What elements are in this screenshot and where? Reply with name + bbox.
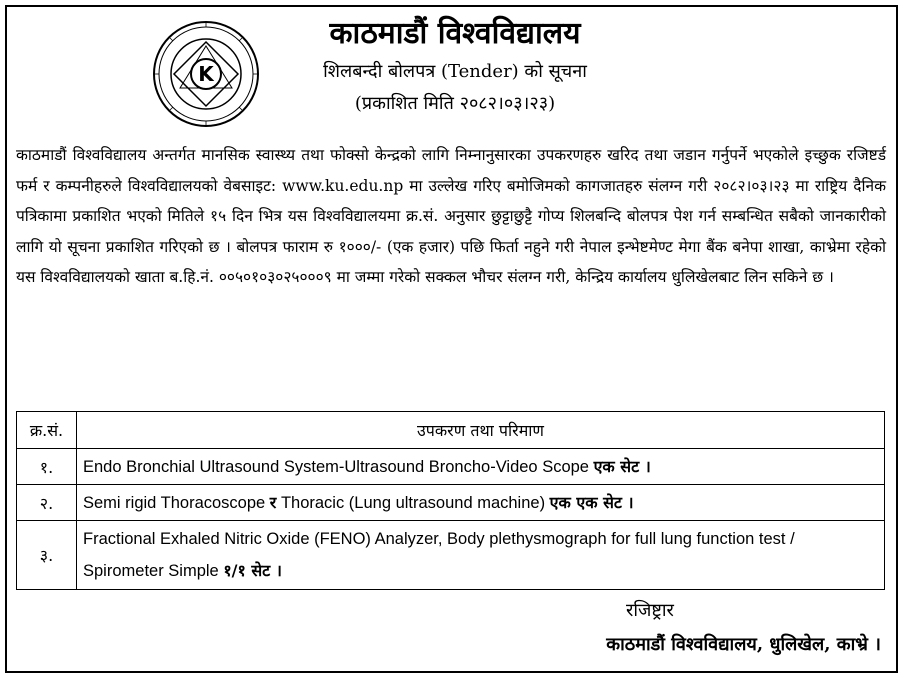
row-item [77,521,885,590]
row-item [77,485,885,521]
item-name: Fractional Exhaled Nitric Oxide (FENO) Analyzer, Body plethysmograph for full lung function test / Spirometer Simple [83,529,795,580]
row-sn: ३. [17,521,77,590]
table-header-row [17,412,885,449]
notice-body: काठमाडौं विश्वविद्यालय अन्तर्गत मानसिक स्वास्थ्य तथा फोक्सो केन्द्रको लागि निम्नानुसारका उपकरणहरु खरिद तथा जडान गर्नुपर्ने भएकोले इच्छुक रजिष्टर्ड फर्म र कम्पनीहरुले विश्वविद्यालयको वेबसाइट: www.ku.edu.np मा उल्लेख गरिए बमोजिमको कागजातहरु संलग्न गरी २०८२।०३।२३ मा राष्ट्रिय दैनिक पत्रिकामा प्रकाशित भएको मितिले १५ दिन भित्र यस विश्वविद्यालयमा क्र.सं. अनुसार छुट्टाछुट्टै गोप्य शिलबन्दि बोलपत्र पेश गर्न सम्बन्धित सबैको जानकारीको लागि यो सूचना प्रकाशित गरिएको छ । बोलपत्र फाराम रु १०००/- (एक हजार) पछि फिर्ता नहुने गरी नेपाल इन्भेष्टमेण्ट मेगा बैंक बनेपा शाखा, काभ्रेमा रहेको यस विश्वविद्यालयको खाता ब.हि.नं. ००५०१०३०२५०००९ मा जम्मा गरेको सक्कल भौचर संलग्न गरी, केन्द्रिय कार्यालय धुलिखेलबाट लिन सकिने छ । [16,146,886,286]
column-header-sn: क्र.सं. [17,412,77,449]
signer-title: रजिष्ट्रार [626,600,674,621]
seal-monogram: K [198,62,214,86]
table-row [17,521,885,590]
university-logo [152,20,260,128]
notice-subtitle: शिलबन्दी बोलपत्र (Tender) को सूचना [323,61,587,82]
page-title: काठमाडौं विश्वविद्यालय [329,16,581,51]
item-qty: एक सेट । [593,456,651,476]
row-sn: १. [17,449,77,485]
column-header-item: उपकरण तथा परिमाण [77,412,885,449]
item-name: Endo Bronchial Ultrasound System-Ultrasound Broncho-Video Scope [83,457,589,476]
item-connector: र [269,492,277,512]
table-row [17,449,885,485]
item-qty: एक एक सेट । [549,492,634,512]
signer-organization: काठमाडौं विश्वविद्यालय, धुलिखेल, काभ्रे । [606,634,881,655]
publish-date: (प्रकाशित मिति २०८२।०३।२३) [354,93,556,114]
item-name-b: Thoracic (Lung ultrasound machine) [280,493,546,512]
row-sn: २. [17,485,77,521]
logo-seal-icon [152,20,260,128]
item-qty: १/१ सेट । [223,560,282,580]
table-row [17,485,885,521]
equipment-table [16,411,885,590]
row-item [77,449,885,485]
item-name-a: Semi rigid Thoracoscope [83,493,266,512]
